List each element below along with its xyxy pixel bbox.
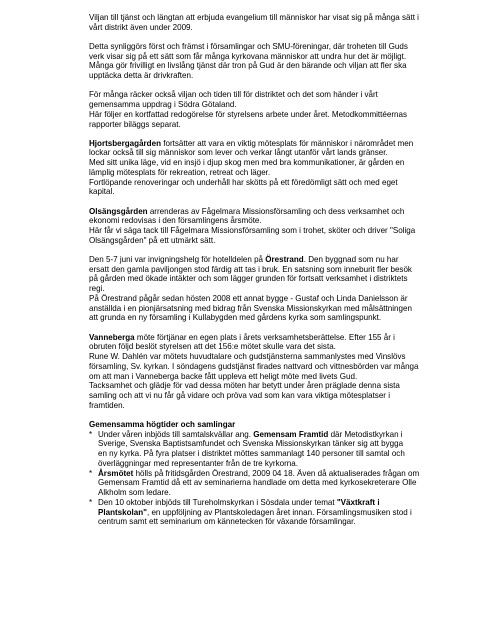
text-line (89, 401, 461, 411)
bold-term: Hjortsbergagården (89, 138, 161, 148)
text-run: hölls på fritidsgården Örestrand, 2009 04 18. Även då aktualiserades frågan om (133, 468, 420, 478)
text-line (89, 168, 461, 178)
bold-term: Örestrand (265, 254, 304, 264)
text-run: Sverige, Svenska Baptistsamfundet och Svenska Missionskyrkan tänker sig att bygga (98, 439, 404, 449)
text-line (89, 187, 461, 197)
events-list (89, 430, 461, 528)
text-line (89, 13, 461, 23)
text-run: . Den byggnad som nu har (303, 254, 399, 264)
text-run: arrenderas av Fågelmara Missionsförsamling och dess verksamhet och (147, 206, 405, 216)
text-line (89, 255, 461, 265)
text-line (89, 362, 461, 372)
text-run: fortsätter att vara en viktig mötesplats för människor i närområdet men (161, 138, 414, 148)
paragraph (89, 90, 461, 129)
text-line (89, 381, 461, 391)
bold-term: Årsmötet (98, 468, 134, 478)
text-run: , en uppföljning av Plantskoledagen året innan. Församlingsmusiken stod i (146, 507, 412, 517)
text-line (89, 498, 461, 508)
text-line (89, 226, 461, 236)
text-line (89, 265, 461, 275)
text-run: Här får vi säga tack till Fågelmara Missionsförsamling som i trohet, sköter och driver "Soliga (89, 226, 416, 236)
paragraph (89, 13, 461, 33)
text-line (89, 148, 461, 158)
text-run: församling, Sv. kyrkan. I söndagens gudstjänst firades nattvard och vittnesbörden var många (89, 361, 419, 371)
text-run: Detta synliggörs först och främst i församlingar och SMU-föreningar, där troheten till Guds (89, 41, 408, 51)
list-item (89, 430, 461, 469)
text-run: Olsängsgården" på ett utmärkt sätt. (89, 235, 216, 245)
text-run: Med sitt unika läge, vid en insjö i djup skog men med bra kommunikationer, är gården en (89, 158, 405, 168)
text-run: på gården med ökade intäkter och som lägger grunden för fortsatt verksamhet i distriktets (89, 274, 408, 284)
bold-term: Olsängsgården (89, 206, 148, 216)
text-run: möte förtjänar en egen plats i årets verksamhetsberättelse. Efter 155 år i (134, 332, 395, 342)
text-run: På Örestrand pågår sedan hösten 2008 ett annat bygge - Gustaf och Linda Danielsson är (89, 293, 408, 303)
text-run: upptäcka detta är drivkraften. (89, 71, 194, 81)
text-line (89, 391, 461, 401)
text-run: Viljan till tjänst och längtan att erbjuda evangelium till människor har visat sig på många sätt i (89, 13, 419, 22)
text-line (89, 207, 461, 217)
text-line (89, 158, 461, 168)
text-run: regi. (89, 284, 105, 294)
text-run: Rune W. Dahlén var mötets huvudtalare och gudstjänsterna sammanlystes med Vinslövs (89, 352, 406, 362)
bold-term: Vanneberga (89, 332, 135, 342)
text-line (89, 333, 461, 343)
text-line (89, 478, 461, 488)
text-line (89, 274, 461, 284)
paragraph (89, 207, 461, 246)
text-run: Tacksamhet och glädje för vad dessa möten har betytt under åren präglade denna sista (89, 381, 400, 391)
text-run: Fortlöpande renoveringar och underhåll har skötts på ett föredömligt sätt och med eget (89, 177, 398, 187)
text-run: om att man i Vanneberga backe fått uppleva ett heligt möte med livets Gud. (89, 371, 358, 381)
text-run: vårt distrikt även under 2009. (89, 22, 193, 32)
text-line (89, 459, 461, 469)
text-run: kapital. (89, 187, 115, 197)
list-item (89, 498, 461, 527)
text-run: framtiden. (89, 400, 125, 410)
text-run: Den 10 oktober inbjöds till Tureholmskyrkan i Sösdala under temat (98, 497, 337, 507)
text-run: ersatt den gamla paviljongen stod färdig att tas i bruk. En satsning som inneburit fler besök (89, 264, 412, 274)
text-line (89, 294, 461, 304)
list-item (89, 469, 461, 498)
text-run: Här följer en kortfattad redogörelse för styrelsens arbete under året. Metodkommittéernas (89, 109, 408, 119)
text-run: verk visar sig på ett sätt som får många kyrkovana människor att undra hur det är möjligt. (89, 51, 407, 61)
section-heading: Gemensamma högtider och samlingar (89, 419, 236, 429)
report-body (89, 13, 461, 411)
text-line (89, 342, 461, 352)
text-run: lockar också till sig människor som lever och verkar långt utanför vårt lands gränser. (89, 148, 388, 158)
text-line (89, 439, 461, 449)
text-line (89, 71, 461, 81)
text-run: anställda i en pionjärsatsning med bidrag från Svenska Missionskyrkan med målsättningen (89, 303, 412, 313)
text-line (89, 139, 461, 149)
bullet-marker: * (89, 429, 93, 439)
text-line (89, 284, 461, 294)
text-run: där Metodistkyrkan i (328, 429, 403, 439)
text-run: centrum samt ett seminarium om kännetecken för växande församlingar. (98, 517, 356, 527)
text-line (89, 508, 461, 518)
text-line (89, 430, 461, 440)
paragraph (89, 255, 461, 323)
text-line (89, 100, 461, 110)
text-run: rapporter biläggs separat. (89, 119, 181, 129)
bold-term: Plantskolan" (98, 507, 147, 517)
text-line (89, 517, 461, 527)
text-line (89, 449, 461, 459)
bullet-marker: * (89, 468, 93, 478)
section-common-events (89, 420, 461, 527)
text-line (89, 304, 461, 314)
text-run: samling och att vi nu får gå vidare och pröva vad som kan vara viktiga mötesplatser i (89, 391, 391, 401)
text-run: att grunda en ny församling i Kullabygden med gårdens kyrka som samlingspunkt. (89, 313, 382, 323)
text-run: gemensamma uppdrag i Södra Götaland. (89, 100, 237, 110)
text-run: Alkholm som ledare. (98, 488, 171, 498)
text-line (89, 352, 461, 362)
text-run: Den 5-7 juni var invigningshelg för hotelldelen på (89, 254, 266, 264)
text-line (89, 61, 461, 71)
text-line (89, 110, 461, 120)
text-run: överläggningar med representanter från de tre kyrkorna. (98, 458, 298, 468)
text-line (89, 23, 461, 33)
text-line (89, 216, 461, 226)
paragraph (89, 139, 461, 198)
text-line (89, 236, 461, 246)
text-run: ekonomi redovisas i den församlingens årsmöte. (89, 216, 262, 226)
text-run: För många räcker också viljan och tiden till för distriktet och det som händer i vårt (89, 90, 378, 100)
bullet-marker: * (89, 497, 93, 507)
text-line (89, 313, 461, 323)
paragraph (89, 333, 461, 411)
text-line (89, 469, 461, 479)
text-run: Under våren inbjöds till samtalskvällar ang. (98, 429, 254, 439)
text-run: en ny kyrka. På fyra platser i distriktet möttes sammanlagt 140 personer till samtal och (98, 449, 405, 459)
text-run: lämplig mötesplats för rekreation, retreat och läger. (89, 167, 271, 177)
text-line (89, 52, 461, 62)
bold-term: "Växtkraft i (336, 497, 380, 507)
text-line (89, 42, 461, 52)
text-run: obruten följd beslöt styrelsen att det 156:e mötet skulle vara det sista. (89, 342, 336, 352)
text-line (89, 90, 461, 100)
text-run: Gemensam Framtid då ett av seminarierna handlade om detta med kyrkosekreterare Olle (98, 478, 417, 488)
paragraph (89, 42, 461, 81)
bold-term: Gemensam Framtid (253, 429, 329, 439)
text-run: Många gör frivilligt en livslång tjänst där tron på Gud är den bärande och viljan att fler ska (89, 61, 407, 71)
text-line (89, 372, 461, 382)
text-line (89, 488, 461, 498)
text-line (89, 178, 461, 188)
text-line (89, 120, 461, 130)
